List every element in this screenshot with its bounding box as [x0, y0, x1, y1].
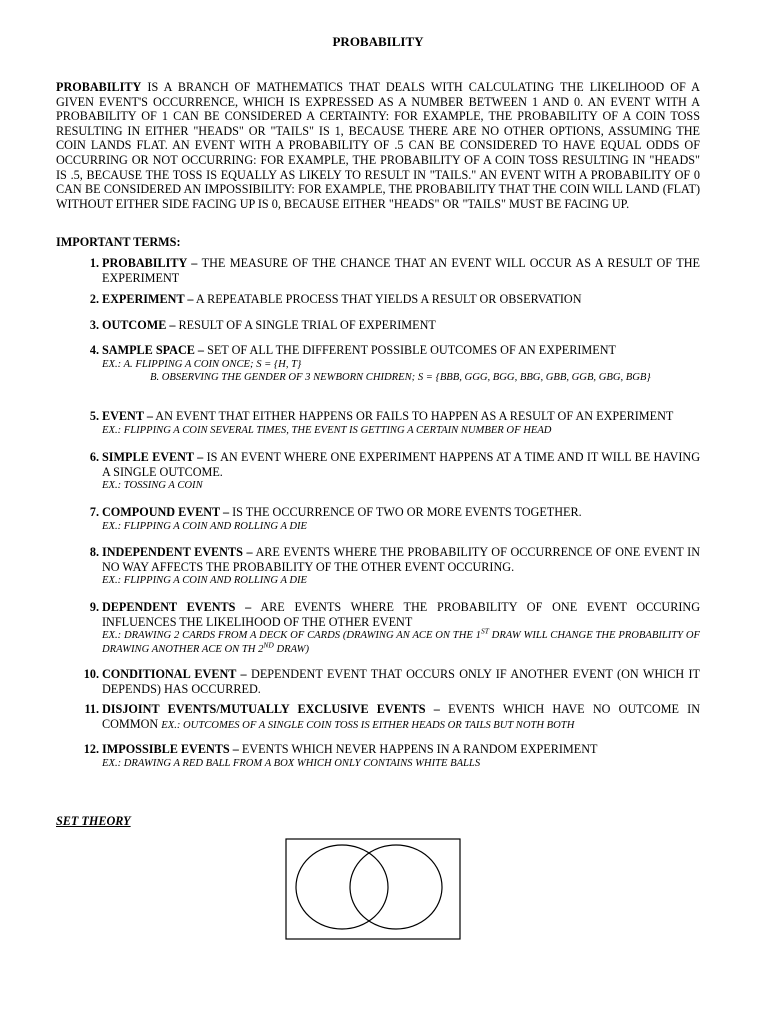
term-definition: RESULT OF A SINGLE TRIAL OF EXPERIMENT — [175, 318, 436, 332]
term-item-1 — [56, 256, 700, 285]
intro-lead: PROBABILITY — [56, 80, 142, 94]
term-number: 8. — [89, 545, 99, 559]
term-definition: THE MEASURE OF THE CHANCE THAT AN EVENT WILL OCCUR AS A RESULT OF THE EXPERIMENT — [102, 256, 700, 285]
term-number: 4. — [89, 343, 99, 357]
term-number: 12. — [83, 742, 99, 756]
set-theory-heading: SET THEORY — [56, 814, 131, 828]
term-number: 11. — [84, 702, 99, 716]
term-item-2 — [56, 292, 700, 307]
term-definition: ARE EVENTS WHERE THE PROBABILITY OF ONE EVENT OCCURING INFLUENCES THE LIKELIHOOD OF THE OTHER EVENT — [102, 600, 700, 629]
term-name: INDEPENDENT EVENTS – — [102, 545, 253, 559]
term-name: IMPOSSIBLE EVENTS – — [102, 742, 239, 756]
term-example: EX.: OUTCOMES OF A SINGLE COIN TOSS IS EITHER HEADS OR TAILS BUT NOTH BOTH — [161, 719, 575, 731]
term-number: 7. — [89, 505, 99, 519]
term-example — [102, 371, 700, 384]
intro-text: IS A BRANCH OF MATHEMATICS THAT DEALS WITH CALCULATING THE LIKELIHOOD OF A GIVEN EVENT'S OCCURRENCE, WHICH IS EXPRESSED AS A NUMBER BETWEEN 1 AND 0. AN EVENT WITH A PROBABILITY OF 1 CAN BE CONSIDERED A CERTAINTY: FOR EXAMPLE, THE PROBABILITY OF A COIN TOSS RESULTING IN EITHER "HEADS" OR "TAILS" IS 1, BECAUSE THERE ARE NO OTHER OPTIONS, ASSUMING THE COIN LANDS FLAT. AN EVENT WITH A PROBABILITY OF .5 CAN BE CONSIDERED TO HAVE EQUAL ODDS OF OCCURRING OR NOT OCCURRING: FOR EXAMPLE, THE PROBABILITY OF A COIN TOSS RESULTING IN "HEADS" IS .5, BECAUSE THE TOSS IS EQUALLY AS LIKELY TO RESULT IN "TAILS." AN EVENT WITH A PROBABILITY OF 0 CAN BE CONSIDERED AN IMPOSSIBILITY: FOR EXAMPLE, THE PROBABILITY THAT THE COIN WILL LAND (FLAT) WITHOUT EITHER SIDE FACING UP IS 0, BECAUSE EITHER "HEADS" OR "TAILS" MUST BE FACING UP. — [56, 80, 700, 211]
term-definition: A REPEATABLE PROCESS THAT YIELDS A RESULT OR OBSERVATION — [193, 292, 582, 306]
term-name: CONDITIONAL EVENT – — [102, 667, 247, 681]
term-name: EVENT – — [102, 409, 153, 423]
term-example-text: B. OBSERVING THE GENDER OF 3 NEWBORN CHIDREN; S = {BBB, GGG, BGG, BBG, GBB, GGB, GBG, BGB} — [150, 372, 651, 383]
term-definition: IS THE OCCURRENCE OF TWO OR MORE EVENTS TOGETHER. — [229, 505, 582, 519]
term-example: EX.: FLIPPING A COIN AND ROLLING A DIE — [102, 520, 308, 532]
term-item-7 — [56, 505, 700, 533]
superscript: ND — [263, 640, 274, 650]
term-definition: EVENTS WHICH NEVER HAPPENS IN A RANDOM EXPERIMENT — [238, 742, 598, 756]
term-definition: SET OF ALL THE DIFFERENT POSSIBLE OUTCOMES OF AN EXPERIMENT — [204, 343, 616, 357]
term-name: DEPENDENT EVENTS – — [102, 600, 252, 614]
term-example-text: DRAW WILL CHANGE THE PROBABILITY OF DRAWING ANOTHER ACE ON TH 2 — [102, 630, 700, 655]
term-definition: EVENTS WHICH HAVE NO OUTCOME IN COMMON — [102, 702, 700, 731]
page-title: PROBABILITY — [332, 34, 424, 49]
term-item-3 — [56, 318, 700, 333]
term-number: 9. — [89, 600, 99, 614]
term-item-11 — [56, 702, 700, 733]
term-name: OUTCOME – — [102, 318, 176, 332]
term-number: 1. — [89, 256, 99, 270]
term-number: 10. — [83, 667, 99, 681]
term-name: COMPOUND EVENT – — [102, 505, 230, 519]
terms-heading: IMPORTANT TERMS: — [56, 235, 181, 249]
term-example: EX.: TOSSING A COIN — [102, 480, 203, 492]
term-name: PROBABILITY – — [102, 256, 198, 270]
term-number: 2. — [89, 292, 99, 306]
term-example-text: EX.: DRAWING 2 CARDS FROM A DECK OF CARDS (DRAWING AN ACE ON THE 1 — [102, 630, 481, 642]
term-item-5 — [56, 409, 700, 437]
term-name: SAMPLE SPACE – — [102, 343, 205, 357]
term-item-6 — [56, 450, 700, 493]
term-definition: ARE EVENTS WHERE THE PROBABILITY OF OCCURRENCE OF ONE EVENT IN NO WAY AFFECTS THE PROBABILITY OF THE OTHER EVENT OCCURING. — [102, 545, 700, 574]
term-example: EX.: FLIPPING A COIN AND ROLLING A DIE — [102, 575, 308, 587]
superscript: ST — [480, 626, 489, 636]
venn-diagram — [285, 838, 461, 940]
term-example-text: DRAW) — [273, 643, 309, 655]
term-definition: AN EVENT THAT EITHER HAPPENS OR FAILS TO HAPPEN AS A RESULT OF AN EXPERIMENT — [152, 409, 674, 423]
term-item-4 — [56, 343, 700, 384]
intro-paragraph — [56, 80, 700, 211]
term-example: EX.: FLIPPING A COIN SEVERAL TIMES, THE EVENT IS GETTING A CERTAIN NUMBER OF HEAD — [102, 424, 552, 436]
set-a-circle — [296, 845, 388, 929]
set-b-circle — [350, 845, 442, 929]
term-example: EX.: DRAWING A RED BALL FROM A BOX WHICH ONLY CONTAINS WHITE BALLS — [102, 757, 481, 769]
term-item-9 — [56, 600, 700, 656]
term-name: DISJOINT EVENTS/MUTUALLY EXCLUSIVE EVENTS – — [102, 702, 440, 716]
term-number: 6. — [89, 450, 99, 464]
term-name: EXPERIMENT – — [102, 292, 194, 306]
term-number: 5. — [89, 409, 99, 423]
term-definition: DEPENDENT EVENT THAT OCCURS ONLY IF ANOTHER EVENT (ON WHICH IT DEPENDS) HAS OCCURRED. — [102, 667, 700, 696]
term-definition: IS AN EVENT WHERE ONE EXPERIMENT HAPPENS AT A TIME AND IT WILL BE HAVING A SINGLE OUTCOME. — [102, 450, 701, 479]
term-example: EX.: A. FLIPPING A COIN ONCE; S = {H, T} — [102, 358, 302, 370]
term-example — [102, 626, 700, 656]
term-number: 3. — [89, 318, 99, 332]
term-item-8 — [56, 545, 700, 588]
term-item-10 — [56, 667, 700, 696]
term-item-12 — [56, 742, 700, 770]
term-name: SIMPLE EVENT – — [102, 450, 204, 464]
